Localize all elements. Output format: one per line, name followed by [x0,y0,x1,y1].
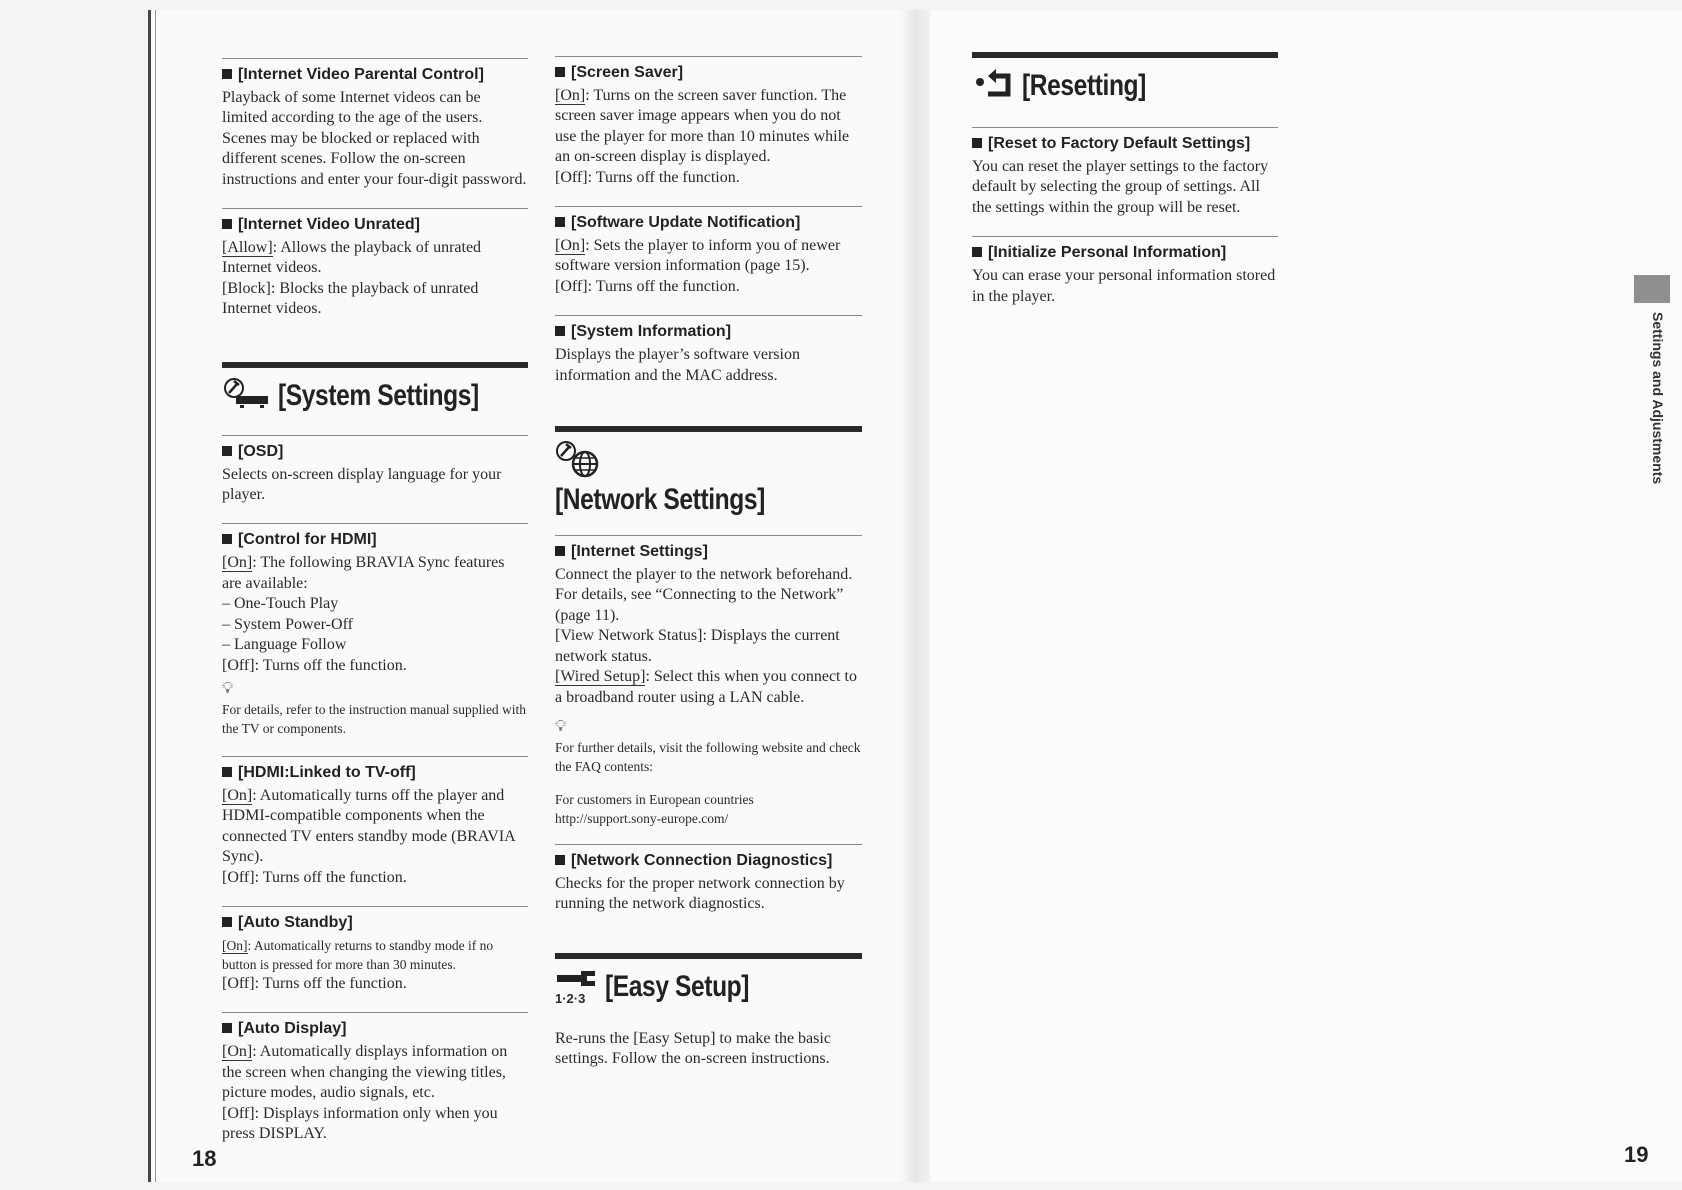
item-title: [Software Update Notification] [571,214,801,232]
hint-text: For customers in European countries [555,791,754,807]
feature-item: – One-Touch Play [222,595,339,613]
bullet-icon [222,767,232,777]
page-number-left: 18 [192,1146,217,1171]
left-column-1 [222,58,528,1144]
item-auto-standby [222,906,528,994]
item-body: [Off]: Turns off the function. [222,656,407,674]
item-body: : Automatically returns to standby mode if no button is pressed for more than 30 minutes. [222,937,494,972]
item-auto-display [222,1012,528,1144]
item-network-diagnostics [555,844,862,915]
section-title: [Network Settings] [555,483,765,517]
binding-edge [148,10,151,1182]
bullet-icon [555,546,565,556]
item-body: : Turns on the screen saver function. The screen saver image appears when you do not use the player for more than 10 minutes while an on-screen display is displayed. [555,87,850,166]
item-body: : Select this when you connect to a broadband router using a LAN cable. [555,668,857,706]
section-body: Re-runs the [Easy Setup] to make the basic settings. Follow the on-screen instructions. [555,1029,831,1068]
feature-item: – System Power-Off [222,615,353,633]
section-easy-setup [555,953,862,1070]
section-title: [System Settings] [278,379,479,413]
easy-setup-icon [555,967,599,1007]
item-title: [HDMI:Linked to TV-off] [238,763,416,781]
item-video-unrated [222,208,528,320]
bullet-icon [972,138,982,148]
item-body: You can reset the player settings to the factory default by selecting the group of settings. All the settings within the group will be reset. [972,158,1269,216]
default-option: [On] [555,237,586,255]
item-body: : Sets the player to inform you of newer software version information (page 15). [555,237,841,275]
item-software-update [555,206,862,297]
item-body: Displays the player’s software version information and the MAC address. [555,346,800,384]
chapter-tab-label: Settings and Adjustments [1650,312,1666,485]
feature-item: – Language Follow [222,636,347,654]
hint-text: For details, refer to the instruction manual supplied with the TV or components. [222,701,527,736]
item-initialize-personal [972,236,1278,307]
item-body: : Automatically displays information on the screen when changing the viewing titles, picture modes, audio signals, etc. [222,1043,508,1102]
default-option: [On] [222,1043,253,1061]
item-title: [Internet Settings] [571,543,708,561]
item-title: [Screen Saver] [571,64,684,81]
bullet-icon [555,217,565,227]
bullet-icon [222,1023,232,1033]
easy-setup-icon-label: 1·2·3 [555,990,586,1006]
item-body: Selects on-screen display language for your player. [222,465,502,504]
item-body: Connect the player to the network beforehand. For details, see “Connecting to the Network” (page 11). [555,566,853,624]
hint-text: For further details, visit the following website and check the FAQ contents: [555,739,861,774]
item-title: [System Information] [571,323,732,341]
bullet-icon [222,917,232,927]
item-screen-saver [555,56,862,188]
bullet-icon [555,855,565,865]
system-settings-icon [222,376,272,417]
default-option: [Allow] [222,239,273,257]
section-title: [Easy Setup] [605,969,750,1003]
section-system-settings [222,362,528,417]
item-body: [Off]: Turns off the function. [555,168,740,186]
default-option: [On] [555,87,586,104]
network-settings-icon [555,440,603,483]
item-title: [Auto Display] [238,1020,347,1038]
right-column [972,52,1278,307]
lightbulb-icon: 💡︎ [222,679,234,697]
item-body: [Off]: Turns off the function. [555,277,740,295]
item-title: [Initialize Personal Information] [988,244,1227,262]
section-resetting [972,52,1278,105]
item-title: [Network Connection Diagnostics] [571,851,833,869]
item-body: Checks for the proper network connection by running the network diagnostics. [555,874,845,913]
support-url: http://support.sony-europe.com/ [555,810,729,826]
item-internet-settings [555,535,862,828]
item-body: [Off]: Displays information only when you press DISPLAY. [222,1104,498,1142]
item-body: : Automatically turns off the player and HDMI-compatible components when the connected TV enters standby mode (BRAVIA Sync). [222,786,515,866]
item-title: [Reset to Factory Default Settings] [988,135,1251,152]
item-body: You can erase your personal information stored in the player. [972,267,1276,305]
item-body: Playback of some Internet videos can be limited according to the age of the users. Scenes may be blocked or replaced with different scenes. Follow the on-screen instructions and enter your four-digit password. [222,89,527,188]
item-control-hdmi [222,523,528,737]
item-title: [Auto Standby] [238,913,353,931]
default-option: [On] [222,786,253,804]
item-body: : The following BRAVIA Sync features are available: [222,554,505,592]
bullet-icon [222,534,232,544]
item-parental-control [222,58,528,190]
item-body: [View Network Status]: Displays the current network status. [555,627,840,665]
item-factory-reset [972,127,1278,218]
bullet-icon [972,247,982,257]
bullet-icon [555,326,565,336]
item-body: [Block]: Blocks the playback of unrated Internet videos. [222,279,479,318]
item-title: [Control for HDMI] [238,531,377,549]
chapter-tab-marker [1634,275,1670,303]
default-option: [On] [222,554,253,572]
item-body: [Off]: Turns off the function. [222,868,407,886]
item-body: : Allows the playback of unrated Internet videos. [222,239,482,277]
bullet-icon [222,446,232,456]
bullet-icon [222,69,232,79]
section-title: [Resetting] [1022,68,1146,102]
page-number-right: 19 [1624,1142,1649,1167]
left-column-2 [555,56,862,1070]
item-title: [Internet Video Unrated] [238,216,420,234]
default-option: [On] [222,937,248,953]
item-osd [222,435,528,506]
default-option: [Wired Setup] [555,668,646,686]
bullet-icon [222,219,232,229]
item-body: [Off]: Turns off the function. [222,974,407,992]
section-network-settings [555,426,862,517]
item-title: [OSD] [238,442,284,460]
item-system-information [555,315,862,386]
item-linked-tv-off [222,756,528,888]
binding-edge-line [155,10,156,1182]
lightbulb-icon: 💡︎ [555,717,567,735]
reset-icon [972,66,1016,105]
item-title: [Internet Video Parental Control] [238,66,484,83]
spine-shadow [900,10,930,1182]
bullet-icon [555,67,565,77]
